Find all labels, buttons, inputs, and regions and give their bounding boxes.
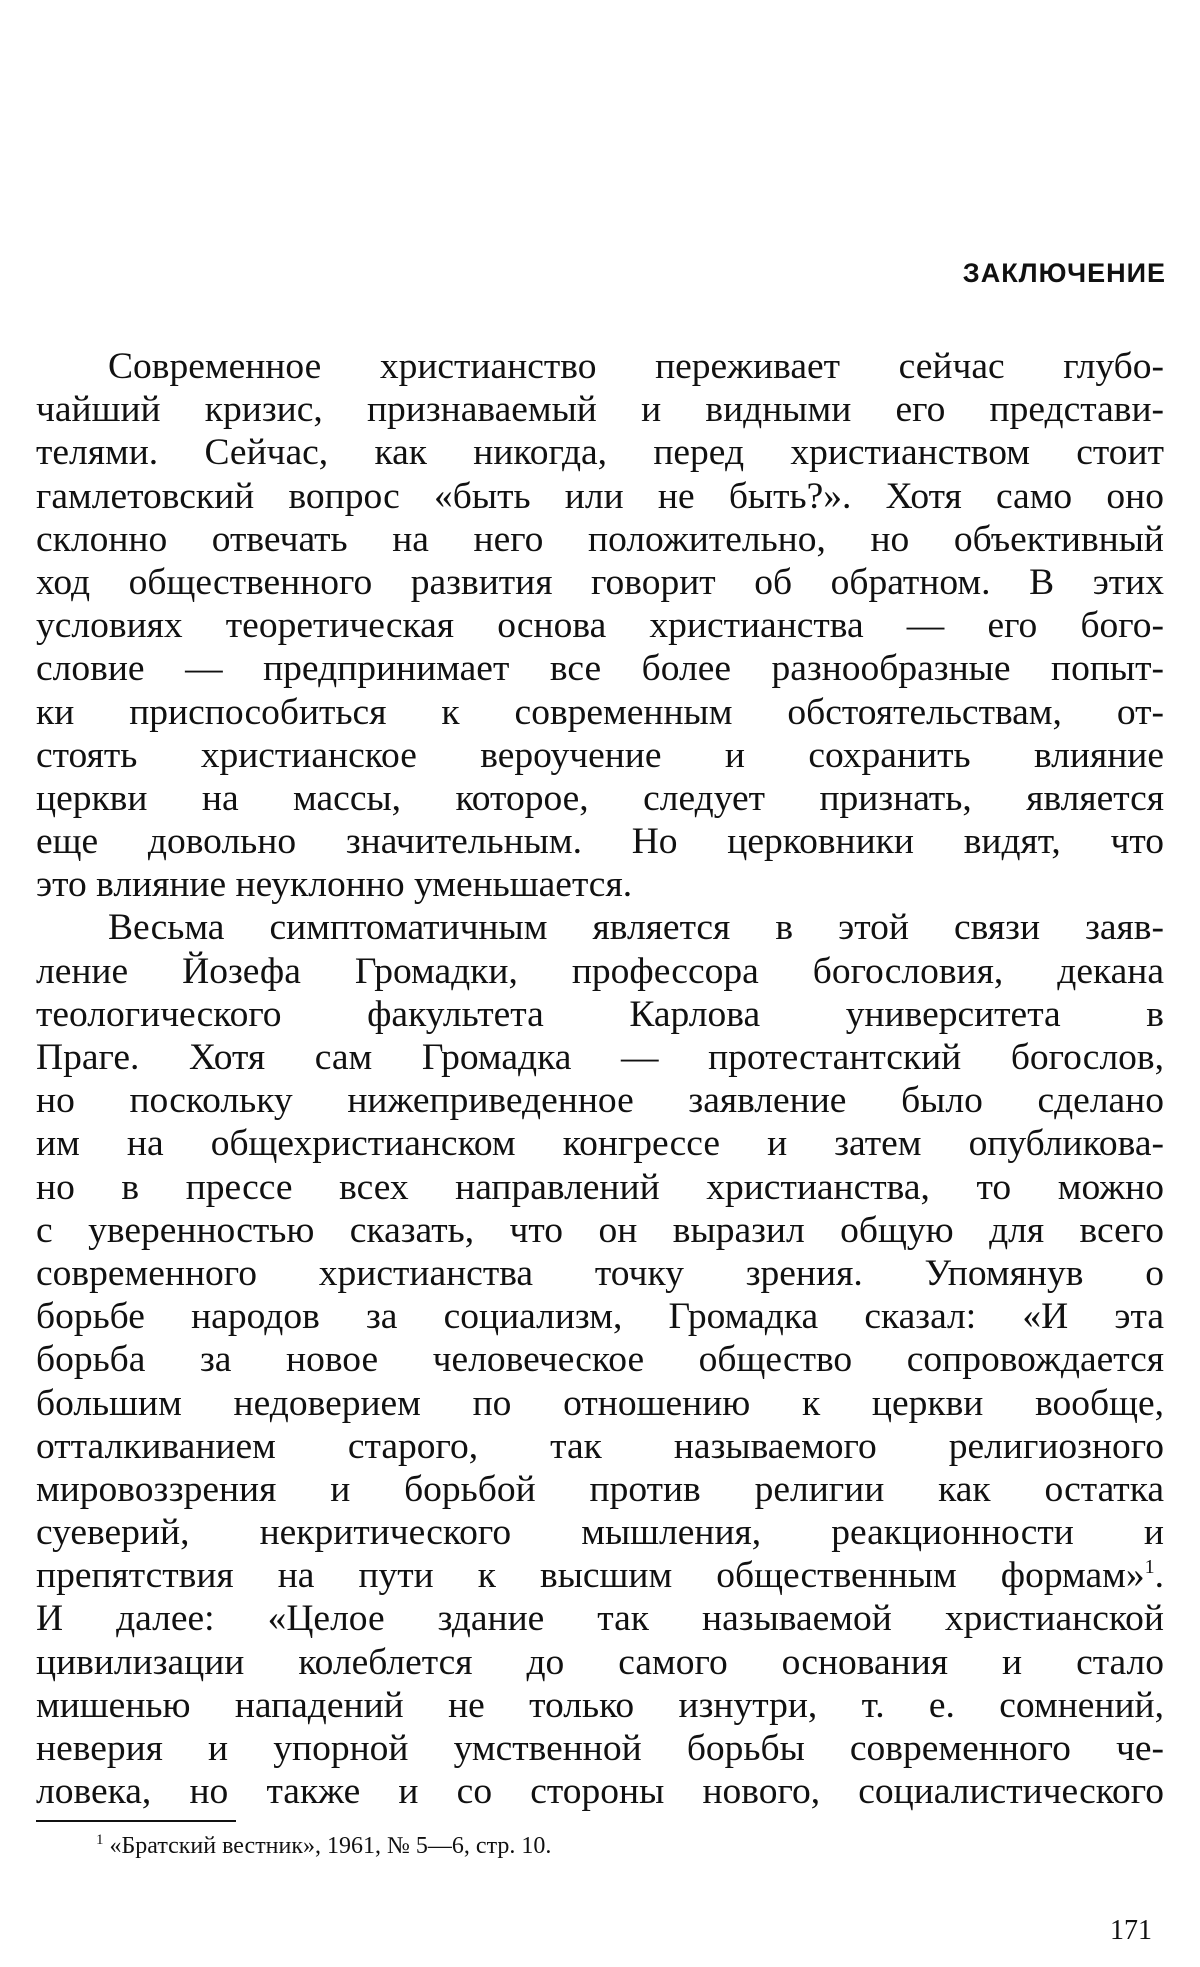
paragraph-1 — [36, 345, 1164, 906]
paragraph-2 — [36, 906, 1164, 1813]
text-line: стоять христианское вероучение и сохранить влияние — [36, 734, 1164, 776]
text-line: борьба за новое человеческое общество сопровождается — [36, 1339, 1164, 1381]
footnote-reference[interactable]: 1 — [1144, 1556, 1155, 1579]
text-line: им на общехристианском конгрессе и затем опубликова- — [36, 1123, 1164, 1165]
text-line-with-footnote — [36, 1554, 1164, 1597]
text-line: но в прессе всех направлений христианства, то можно — [36, 1166, 1164, 1208]
footnote-divider — [36, 1820, 236, 1822]
text-line: неверия и упорной умственной борьбы современного че- — [36, 1728, 1164, 1769]
text-line: Современное христианство переживает сейчас глубо- — [108, 346, 1164, 387]
text-line: отталкиванием старого, так называемого религиозного — [36, 1425, 1164, 1467]
text-line: церкви на массы, которое, следует признать, является — [36, 777, 1164, 819]
footnote-ref-punctuation: . — [1154, 1555, 1164, 1597]
chapter-heading: ЗАКЛЮЧЕНИЕ — [962, 258, 1166, 288]
body-text — [36, 345, 1164, 1813]
text-line: Весьма симптоматичным является в этой связи заяв- — [108, 907, 1164, 949]
page-number: 171 — [1110, 1915, 1152, 1946]
text-line: с уверенностью сказать, что он выразил общую для всего — [36, 1209, 1164, 1251]
text-line: И далее: «Целое здание так называемой христианской — [36, 1598, 1164, 1640]
text-line: ление Йозефа Громадки, профессора богословия, декана — [36, 950, 1164, 992]
text-line: ки приспособиться к современным обстоятельствам, от- — [36, 691, 1164, 733]
text-line: условиях теоретическая основа христианства — его бого- — [36, 605, 1164, 647]
text-line-content: препятствия на пути к высшим общественным формам» — [36, 1555, 1145, 1597]
text-line: это влияние неуклонно уменьшается. — [36, 864, 633, 906]
text-line: суеверий, некритического мышления, реакционности и — [36, 1512, 1164, 1554]
text-line: гамлетовский вопрос «быть или не быть?». Хотя само оно — [36, 475, 1164, 517]
text-line: современного христианства точку зрения. Упомянув о — [36, 1252, 1164, 1294]
text-line: чайший кризис, признаваемый и видными его представи- — [36, 389, 1164, 431]
text-line: мировоззрения и борьбой против религии как остатка — [36, 1468, 1164, 1510]
footnote-text: «Братский вестник», 1961, № 5—6, стр. 10. — [109, 1833, 552, 1859]
text-line: словие — предпринимает все более разнообразные попыт- — [36, 648, 1164, 690]
text-line: цивилизации колеблется до самого основания и стало — [36, 1641, 1164, 1683]
text-line: телями. Сейчас, как никогда, перед христианством стоит — [36, 432, 1164, 474]
text-line: но поскольку нижеприведенное заявление было сделано — [36, 1080, 1164, 1122]
text-line: склонно отвечать на него положительно, но объективный — [36, 518, 1164, 560]
text-line: большим недоверием по отношению к церкви вообще, — [36, 1382, 1164, 1424]
text-line: ход общественного развития говорит об обратном. В этих — [36, 561, 1164, 603]
text-line: теологического факультета Карлова университета в — [36, 993, 1164, 1035]
text-line: ловека, но также и со стороны нового, социалистического — [36, 1771, 1164, 1813]
footnote — [96, 1831, 551, 1861]
text-line: Праге. Хотя сам Громадка — протестантский богослов, — [36, 1037, 1164, 1078]
text-line: борьбе народов за социализм, Громадка сказал: «И эта — [36, 1296, 1164, 1338]
footnote-number: 1 — [96, 1832, 104, 1848]
text-line: мишенью нападений не только изнутри, т. е. сомнений, — [36, 1684, 1164, 1726]
text-line: еще довольно значительным. Но церковники видят, что — [36, 821, 1164, 863]
